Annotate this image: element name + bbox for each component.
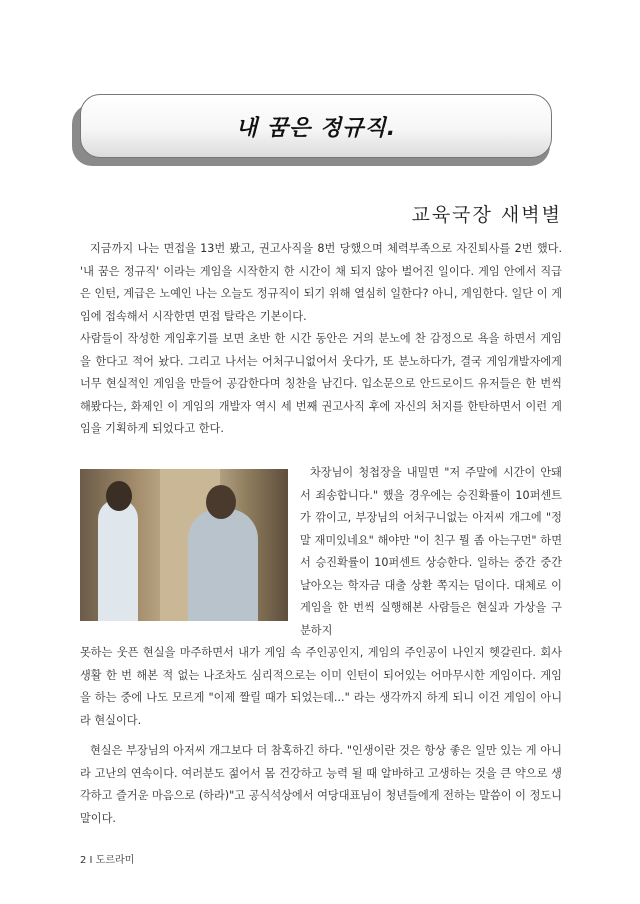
paragraph-reality: 못하는 웃픈 현실을 마주하면서 내가 게임 속 주인공인지, 게임의 주인공이 나인지 헷갈린다. 회사생활 한 번 해본 적 없는 나조차도 심리적으로는 이미 인턴이 되어있는 어마무시한 게임이다. 게임을 하는 중에 나도 모르게 "이제 짤릴 때가 되었는데..." 라는 생각까지 하게 되니 이건 게임이 아니라 현실이다. (80, 646, 562, 727)
photo-person-left (98, 499, 138, 621)
paragraph-reviews: 사람들이 작성한 게임후기를 보면 초반 한 시간 동안은 거의 분노에 찬 감정으로 욕을 하면서 게임을 한다고 적어 놨다. 그리고 나서는 어처구니없어서 웃다가, 또 분노하다가, 결국 게임개발자에게 너무 현실적인 게임을 만들어 공감한다며 칭찬을 남긴다. 입소문으로 안드로이드 유저들은 한 번씩 해봤다는, 화제인 이 게임의 개발자 역시 세 번째 권고사직 후에 자신의 처지를 한탄하면서 이런 게임을 기획하게 되었다고 한다. (80, 332, 562, 435)
title-banner (80, 94, 552, 158)
drama-still-photo (80, 469, 288, 621)
author-byline: 교육국장 새벽별 (411, 204, 562, 226)
paragraph-beside-photo: 차장님이 청첩장을 내밀면 "저 주말에 시간이 안돼서 죄송합니다." 했을 경우에는 승진확률이 10퍼센트가 깎이고, 부장님의 어처구니없는 아저씨 개그에 "정말 재미있네요" 해야만 "이 친구 뭘 좀 아는구먼" 하면서 승진확률이 10퍼센트 상승한다. 일하는 중간 중간 날아오는 학자금 대출 상환 쪽지는 덤이다. 대체로 이 게임을 한 번씩 실행해본 사람들은 현실과 가상을 구분하지 (300, 466, 562, 637)
page-footer: 2 I 도르라미 (80, 855, 135, 866)
paragraph-conclusion: 현실은 부장님의 아저씨 개그보다 더 참혹하긴 하다. "인생이란 것은 항상 좋은 일만 있는 게 아니라 고난의 연속이다. 여러분도 젊어서 몸 건강하고 능력 될 때 알바하고 고생하는 것을 큰 약으로 생각하고 즐거운 마음으로 (하라)"고 공식석상에서 여당대표님이 청년들에게 전하는 말씀이 이 정도니 말이다. (80, 744, 562, 825)
photo-person-right (188, 509, 258, 621)
article-title: 내 꿈은 정규직. (235, 115, 397, 141)
paragraph-intro: 지금까지 나는 면접을 13번 봤고, 권고사직을 8번 당했으며 체력부족으로 자진퇴사를 2번 했다. '내 꿈은 정규직' 이라는 게임을 시작한지 한 시간이 채 되지 않아 벌어진 일이다. 게임 안에서 직급은 인턴, 계급은 노예인 나는 오늘도 정규직이 되기 위해 열심히 일한다? 아니, 게임한다. 일단 이 게임에 접속해서 시작한면 면접 탈락은 기본이다. (80, 242, 562, 323)
photo-head-left (106, 481, 132, 511)
photo-head-right (206, 485, 236, 519)
